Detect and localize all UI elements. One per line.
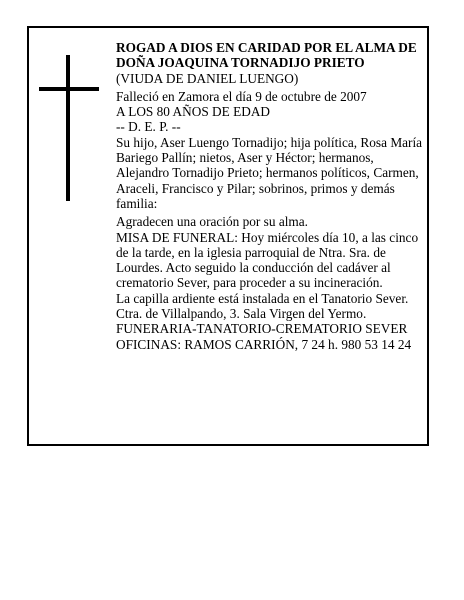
notice-heading: ROGAD A DIOS EN CARIDAD POR EL ALMA DE: [116, 40, 417, 55]
funeral-home: FUNERARIA-TANATORIO-CREMATORIO SEVER: [116, 321, 408, 337]
death-info: Falleció en Zamora el día 9 de octubre de 2007: [116, 88, 367, 104]
rip-line: -- D. E. P. --: [116, 119, 181, 135]
offices-info: OFICINAS: RAMOS CARRIÓN, 7 24 h. 980 53 14 24: [116, 336, 412, 352]
cross-horizontal-bar: [39, 87, 99, 91]
latin-cross-icon: [39, 55, 101, 201]
deceased-name: DOÑA JOAQUINA TORNADIJO PRIETO: [116, 55, 365, 71]
funeral-mass: MISA DE FUNERAL: Hoy miércoles día 10, a las cinco de la tarde, en la iglesia parroquial de Ntra. Sra. de Lourdes. Acto seguido la conducción del cadáver al crematorio Sever, para proceder a su incineración.: [116, 229, 419, 291]
obituary-notice: [27, 26, 429, 446]
thanks-line: Agradecen una oración por su alma.: [116, 214, 308, 230]
age-at-death: A LOS 80 AÑOS DE EDAD: [116, 104, 271, 120]
notice-text: [116, 40, 426, 352]
widow-of: (VIUDA DE DANIEL LUENGO): [116, 70, 299, 86]
cross-vertical-bar: [66, 55, 70, 201]
chapel-info: La capilla ardiente está instalada en el Tanatorio Sever. Ctra. de Villalpando, 3. Sala Virgen del Yermo.: [116, 290, 409, 322]
family-list: Su hijo, Aser Luengo Tornadijo; hija política, Rosa María Bariego Pallín; nietos, Aser y Héctor; hermanos, Alejandro Tornadijo Prieto; hermanos políticos, Carmen, Araceli, Francisco y Pilar; sobrinos, primos y demás familia:: [116, 134, 423, 211]
